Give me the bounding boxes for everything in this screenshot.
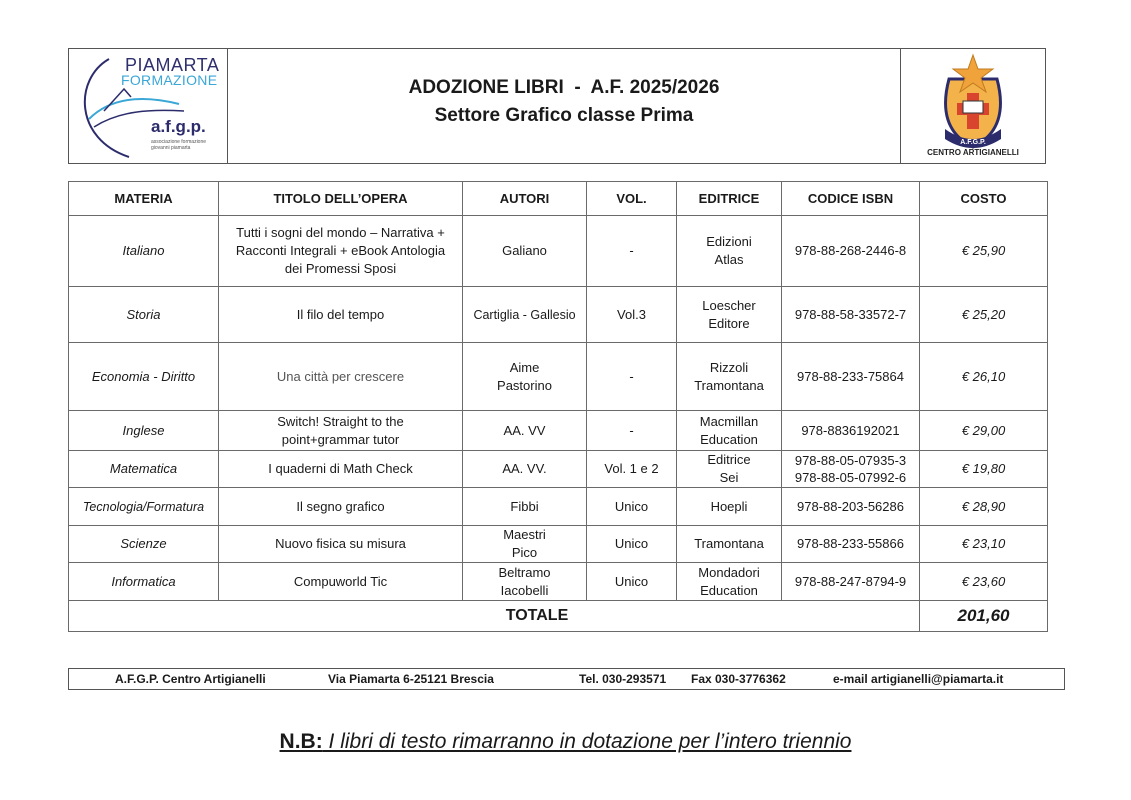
cell-materia: Inglese xyxy=(69,411,219,451)
cell-autori: Maestri Pico xyxy=(463,526,587,563)
cell-costo: € 26,10 xyxy=(920,343,1048,411)
total-value: 201,60 xyxy=(920,601,1048,632)
cell-autori: Aime Pastorino xyxy=(463,343,587,411)
cell-materia: Italiano xyxy=(69,216,219,287)
footer-tel: Tel. 030-293571 xyxy=(579,672,667,686)
cell-isbn: 978-88-233-55866 xyxy=(782,526,920,563)
footer-address: Via Piamarta 6-25121 Brescia xyxy=(328,672,494,686)
cell-editrice: Editrice Sei xyxy=(677,451,782,488)
svg-text:A.F.G.P.: A.F.G.P. xyxy=(960,139,986,146)
table-row xyxy=(69,526,1048,563)
cell-autori: Beltramo Iacobelli xyxy=(463,563,587,601)
column-header: AUTORI xyxy=(463,182,587,216)
footer-name: A.F.G.P. Centro Artigianelli xyxy=(115,672,266,686)
cell-costo: € 23,10 xyxy=(920,526,1048,563)
footer-email: e-mail artigianelli@piamarta.it xyxy=(833,672,1004,686)
cell-materia: Storia xyxy=(69,287,219,343)
cell-titolo: Compuworld Tic xyxy=(219,563,463,601)
cell-materia: Tecnologia/Formatura xyxy=(69,488,219,526)
cell-costo: € 28,90 xyxy=(920,488,1048,526)
cell-editrice: Hoepli xyxy=(677,488,782,526)
table-row xyxy=(69,216,1048,287)
logo-caption: CENTRO ARTIGIANELLI xyxy=(927,148,1019,157)
cell-editrice: Edizioni Atlas xyxy=(677,216,782,287)
column-header: EDITRICE xyxy=(677,182,782,216)
title-line1: ADOZIONE LIBRI - A.F. 2025/2026 xyxy=(408,77,720,98)
cell-autori: AA. VV. xyxy=(463,451,587,488)
books-table xyxy=(68,181,1048,632)
cell-editrice: Rizzoli Tramontana xyxy=(677,343,782,411)
column-header: VOL. xyxy=(587,182,677,216)
logo-subtitle: associazione formazione giovanni piamarta xyxy=(151,139,207,151)
note xyxy=(0,730,1131,754)
cell-editrice: Loescher Editore xyxy=(677,287,782,343)
isbn-line: 978-88-05-07992-6 xyxy=(794,470,907,485)
logo-line2: FORMAZIONE xyxy=(121,72,218,88)
cell-costo: € 19,80 xyxy=(920,451,1048,488)
table-row xyxy=(69,287,1048,343)
note-label: N.B: xyxy=(279,730,323,753)
contact-footer xyxy=(68,668,1065,690)
cell-titolo: Tutti i sogni del mondo – Narrativa + Racconti Integrali + eBook Antologia dei Promessi Sposi xyxy=(219,216,463,287)
cell-costo: € 23,60 xyxy=(920,563,1048,601)
cell-isbn: 978-88-233-75864 xyxy=(782,343,920,411)
column-header: TITOLO DELL’OPERA xyxy=(219,182,463,216)
cell-titolo: Nuovo fisica su misura xyxy=(219,526,463,563)
column-header: MATERIA xyxy=(69,182,219,216)
total-label: TOTALE xyxy=(69,601,920,632)
cell-materia: Matematica xyxy=(69,451,219,488)
piamarta-formazione-logo xyxy=(69,49,228,163)
cell-titolo: Switch! Straight to the point+grammar tutor xyxy=(219,411,463,451)
table-row xyxy=(69,488,1048,526)
table-row xyxy=(69,451,1048,488)
cell-isbn: 978-88-247-8794-9 xyxy=(782,563,920,601)
crest-icon xyxy=(901,49,1045,163)
cell-vol: - xyxy=(587,411,677,451)
document-header xyxy=(68,48,1046,164)
cell-costo: € 25,20 xyxy=(920,287,1048,343)
title-line2: Settore Grafico classe Prima xyxy=(434,105,694,126)
table-row xyxy=(69,411,1048,451)
cell-isbn: 978-8836192021 xyxy=(782,411,920,451)
cell-costo: € 25,90 xyxy=(920,216,1048,287)
page-title xyxy=(228,49,900,163)
cell-editrice: Tramontana xyxy=(677,526,782,563)
cell-isbn: 978-88-203-56286 xyxy=(782,488,920,526)
cell-vol: Unico xyxy=(587,563,677,601)
cell-isbn: 978-88-58-33572-7 xyxy=(782,287,920,343)
isbn-line: 978-88-05-07935-3 xyxy=(794,453,907,468)
cell-editrice: Mondadori Education xyxy=(677,563,782,601)
cell-isbn xyxy=(782,451,920,488)
cell-editrice: Macmillan Education xyxy=(677,411,782,451)
logo-line1: PIAMARTA xyxy=(125,55,220,75)
footer-fax: Fax 030-3776362 xyxy=(691,672,786,686)
cell-materia: Economia - Diritto xyxy=(69,343,219,411)
cell-vol: Unico xyxy=(587,488,677,526)
cell-vol: - xyxy=(587,343,677,411)
cell-materia: Informatica xyxy=(69,563,219,601)
cell-autori: AA. VV xyxy=(463,411,587,451)
cell-autori: Galiano xyxy=(463,216,587,287)
centro-artigianelli-logo xyxy=(900,49,1045,163)
column-header: COSTO xyxy=(920,182,1048,216)
total-row xyxy=(69,601,1048,632)
cell-vol: Vol.3 xyxy=(587,287,677,343)
table-header-row xyxy=(69,182,1048,216)
cell-vol: - xyxy=(587,216,677,287)
cell-titolo: Una città per crescere xyxy=(219,343,463,411)
cell-costo: € 29,00 xyxy=(920,411,1048,451)
table-row xyxy=(69,343,1048,411)
note-text: I libri di testo rimarranno in dotazione per l’intero triennio xyxy=(322,730,852,753)
cell-titolo: I quaderni di Math Check xyxy=(219,451,463,488)
column-header: CODICE ISBN xyxy=(782,182,920,216)
table-row xyxy=(69,563,1048,601)
cell-titolo: Il segno grafico xyxy=(219,488,463,526)
cell-vol: Vol. 1 e 2 xyxy=(587,451,677,488)
cell-materia: Scienze xyxy=(69,526,219,563)
cell-vol: Unico xyxy=(587,526,677,563)
cell-autori: Cartiglia - Gallesio xyxy=(463,287,587,343)
cell-isbn: 978-88-268-2446-8 xyxy=(782,216,920,287)
logo-acronym: a.f.g.p. xyxy=(151,117,206,136)
cell-titolo: Il filo del tempo xyxy=(219,287,463,343)
cell-autori: Fibbi xyxy=(463,488,587,526)
